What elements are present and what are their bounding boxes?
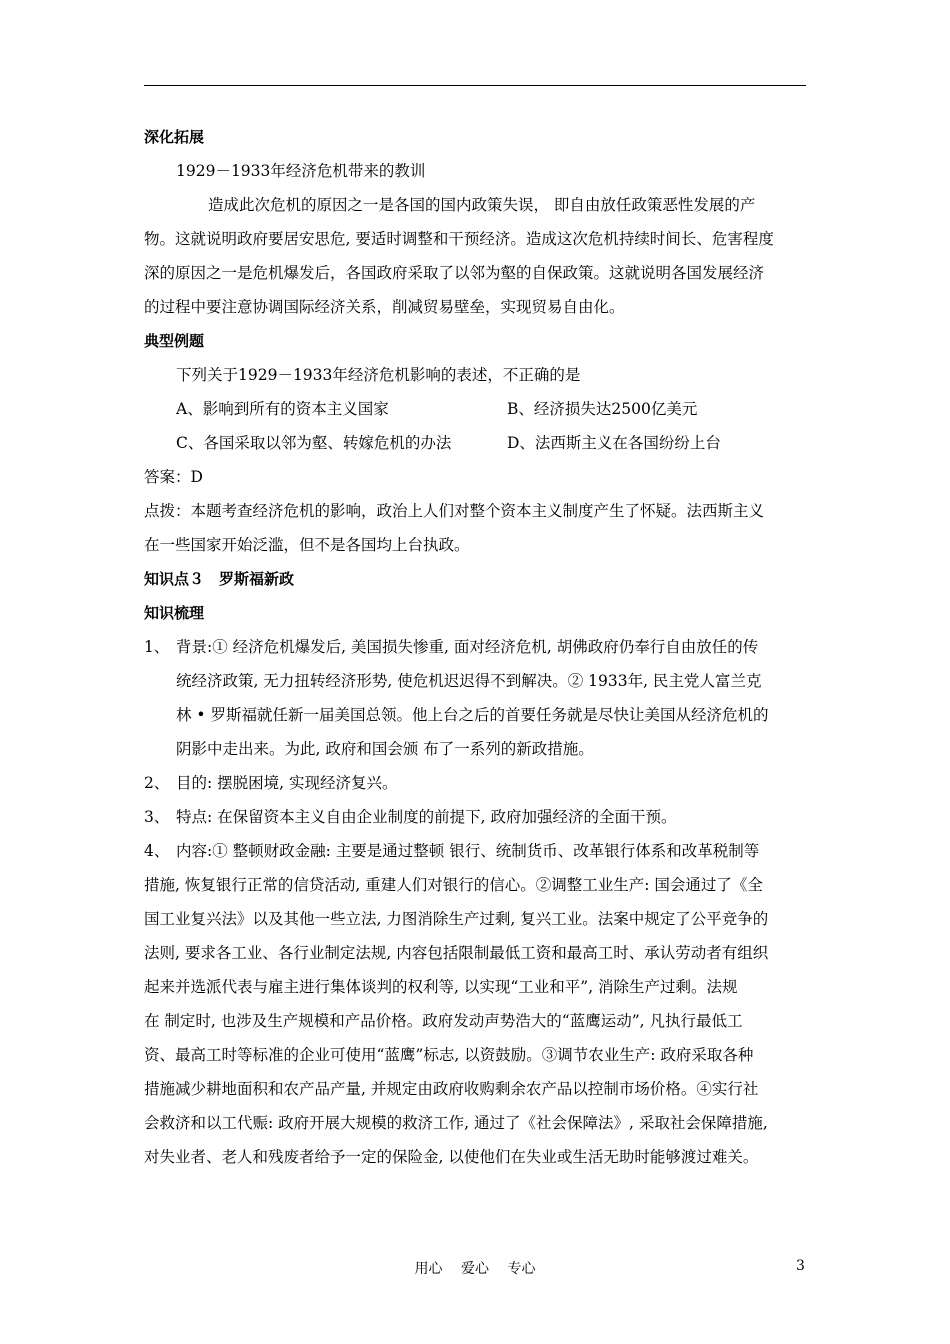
content-line: 措施减少耕地面积和农产品产量, 并规定由政府收购剩余农产品以控制市场价格。④实行社	[144, 1080, 759, 1098]
section-heading-deepen: 深化拓展	[144, 128, 205, 146]
header-rule	[144, 85, 806, 86]
option-b: B、经济损失达2500亿美元	[507, 400, 698, 418]
list-item	[144, 800, 806, 834]
deepen-para-line: 造成此次危机的原因之一是各国的国内政策失误， 即自由放任政策恶性发展的产	[208, 196, 756, 214]
content-line: 对失业者、老人和残废者给予一定的保险金, 以使他们在失业或生活无助时能够渡过难关。	[144, 1148, 759, 1166]
option-c: C、各国采取以邻为壑、转嫁危机的办法	[176, 434, 452, 452]
list-item-continuation: 林 • 罗斯福就任新一届美国总领。他上台之后的首要任务就是尽快让美国从经济危机的	[176, 706, 769, 724]
list-item-text: 内容:① 整顿财政金融: 主要是通过整顿 银行、统制货币、改革银行体系和改革税制等	[176, 842, 760, 860]
list-item	[144, 766, 806, 800]
content-line: 国工业复兴法》以及其他一些立法, 力图消除生产过剩, 复兴工业。法案中规定了公平竞争的	[144, 910, 769, 928]
deepen-para-line: 的过程中要注意协调国际经济关系，削减贸易壁垒，实现贸易自由化。	[144, 298, 625, 316]
content-line: 措施, 恢复银行正常的信贷活动, 重建人们对银行的信心。②调整工业生产: 国会通过了《全	[144, 876, 763, 894]
option-row	[144, 392, 806, 426]
content-line: 会救济和以工代赈: 政府开展大规模的救济工作, 通过了《社会保障法》, 采取社会保障措施,	[144, 1114, 768, 1132]
section-heading-knowledge3: 知识点３ 罗斯福新政	[144, 570, 295, 588]
list-item-continuation: 统经济政策, 无力扭转经济形势, 使危机迟迟得不到解决。② 1933年, 民主党人富兰克	[176, 672, 762, 690]
footer-motto: 用心 爱心 专心	[414, 1261, 536, 1277]
list-item-number: 2、	[144, 774, 170, 792]
deepen-para-line: 深的原因之一是危机爆发后，各国政府采取了以邻为壑的自保政策。这就说明各国发展经济	[144, 264, 765, 282]
list-item-text: 目的: 摆脱困境, 实现经济复兴。	[176, 774, 398, 792]
example-hint-line: 在一些国家开始泛滥，但不是各国均上台执政。	[144, 536, 470, 554]
list-item-text: 背景:① 经济危机爆发后, 美国损失惨重, 面对经济危机, 胡佛政府仍奉行自由放任的传	[176, 638, 759, 656]
list-item-number: 1、	[144, 638, 170, 656]
deepen-para-line: 物。这就说明政府要居安思危, 要适时调整和干预经济。造成这次危机持续时间长、危害程度	[144, 230, 774, 248]
page-content	[144, 120, 806, 1174]
content-line: 在 制定时, 也涉及生产规模和产品价格。政府发动声势浩大的“蓝鹰运动”, 凡执行最低工	[144, 1012, 743, 1030]
list-item	[144, 630, 806, 664]
list-item-continuation: 阴影中走出来。为此, 政府和国会颁 布了一系列的新政措施。	[176, 740, 594, 758]
content-line: 起来并选派代表与雇主进行集体谈判的权利等, 以实现“工业和平”, 消除生产过剩。法规	[144, 978, 738, 996]
subheading-knowledge-review: 知识梳理	[144, 604, 205, 622]
list-item-number: 4、	[144, 842, 170, 860]
list-item	[144, 834, 806, 868]
page-number: 3	[796, 1258, 805, 1274]
example-answer: 答案：D	[144, 468, 203, 486]
list-item-number: 3、	[144, 808, 170, 826]
deepen-subtitle: 1929－1933年经济危机带来的教训	[176, 162, 426, 180]
example-hint-line: 点拨：本题考查经济危机的影响，政治上人们对整个资本主义制度产生了怀疑。法西斯主义	[144, 502, 765, 520]
section-heading-example: 典型例题	[144, 332, 205, 350]
content-line: 法则, 要求各工业、各行业制定法规, 内容包括限制最低工资和最高工时、承认劳动者有组织	[144, 944, 769, 962]
example-question: 下列关于1929－1933年经济危机影响的表述，不正确的是	[176, 366, 581, 384]
content-line: 资、最高工时等标准的企业可使用“蓝鹰”标志, 以资鼓励。③调节农业生产: 政府采取各种	[144, 1046, 754, 1064]
option-a: A、影响到所有的资本主义国家	[176, 400, 389, 418]
option-d: D、法西斯主义在各国纷纷上台	[507, 434, 721, 452]
list-item-text: 特点: 在保留资本主义自由企业制度的前提下, 政府加强经济的全面干预。	[176, 808, 677, 826]
option-row	[144, 426, 806, 460]
